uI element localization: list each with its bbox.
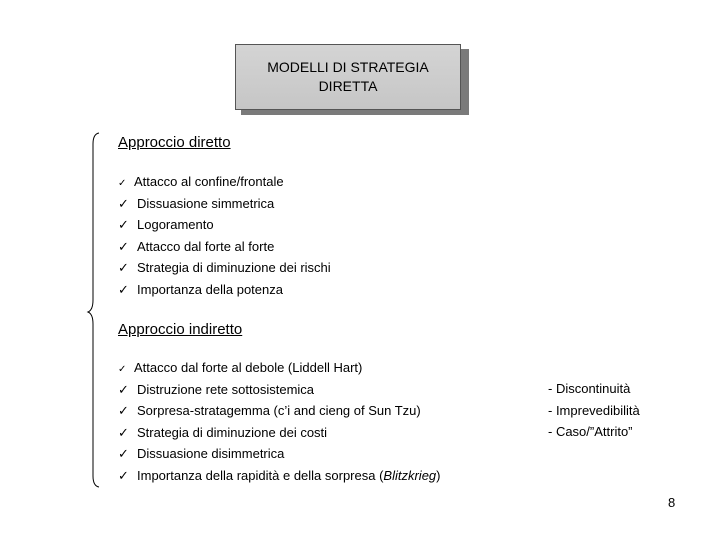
side-note: - Discontinuità (548, 381, 631, 396)
indirect-approach-list (118, 357, 441, 487)
list-item: ✓ Distruzione rete sottosistemica (118, 379, 441, 401)
list-item: ✓ Importanza della potenza (118, 279, 331, 301)
heading-indirect-approach: Approccio indiretto (118, 321, 243, 338)
list-item: ✓ Strategia di diminuzione dei costi (118, 422, 441, 444)
check-icon: ✓ (118, 424, 129, 440)
list-item: ✓ Importanza della rapidità e della sorpresa (Blitzkrieg) (118, 465, 441, 487)
list-item: ✓ Sorpresa-stratagemma (c’i and cieng of Sun Tzu) (118, 400, 441, 422)
side-note: - Caso/”Attrito” (548, 424, 633, 440)
page-number: 8 (668, 495, 676, 510)
check-icon: ✓ (118, 467, 129, 483)
title-line-1: MODELLI DI STRATEGIA (267, 59, 429, 75)
check-icon: ✓ (118, 381, 129, 397)
side-note: - Imprevedibilità (548, 402, 640, 418)
side-notes-list (548, 378, 640, 443)
check-icon: ✓ (118, 281, 129, 297)
list-item: ✓ Attacco dal forte al debole (Liddell Hart) (118, 357, 441, 379)
list-item: ✓ Logoramento (118, 214, 331, 236)
list-item: ✓ Dissuasione disimmetrica (118, 443, 441, 465)
check-icon: ✓ (118, 238, 129, 254)
check-icon: ✓ (118, 260, 129, 276)
check-icon: ✓ (118, 195, 129, 211)
list-item: ✓ Attacco dal forte al forte (118, 236, 331, 258)
left-brace-icon (86, 132, 102, 488)
list-item: ✓ Strategia di diminuzione dei rischi (118, 257, 331, 279)
check-icon: ✓ (118, 403, 129, 419)
check-icon: ✓ (118, 178, 127, 189)
list-item: ✓ Attacco al confine/frontale (118, 171, 331, 193)
check-icon: ✓ (118, 446, 129, 462)
title-box (235, 44, 461, 110)
check-icon: ✓ (118, 364, 127, 375)
direct-approach-list (118, 171, 331, 301)
heading-direct-approach: Approccio diretto (118, 134, 231, 151)
title-line-2: DIRETTA (318, 78, 378, 94)
check-icon: ✓ (118, 217, 129, 233)
list-item: ✓ Dissuasione simmetrica (118, 193, 331, 215)
